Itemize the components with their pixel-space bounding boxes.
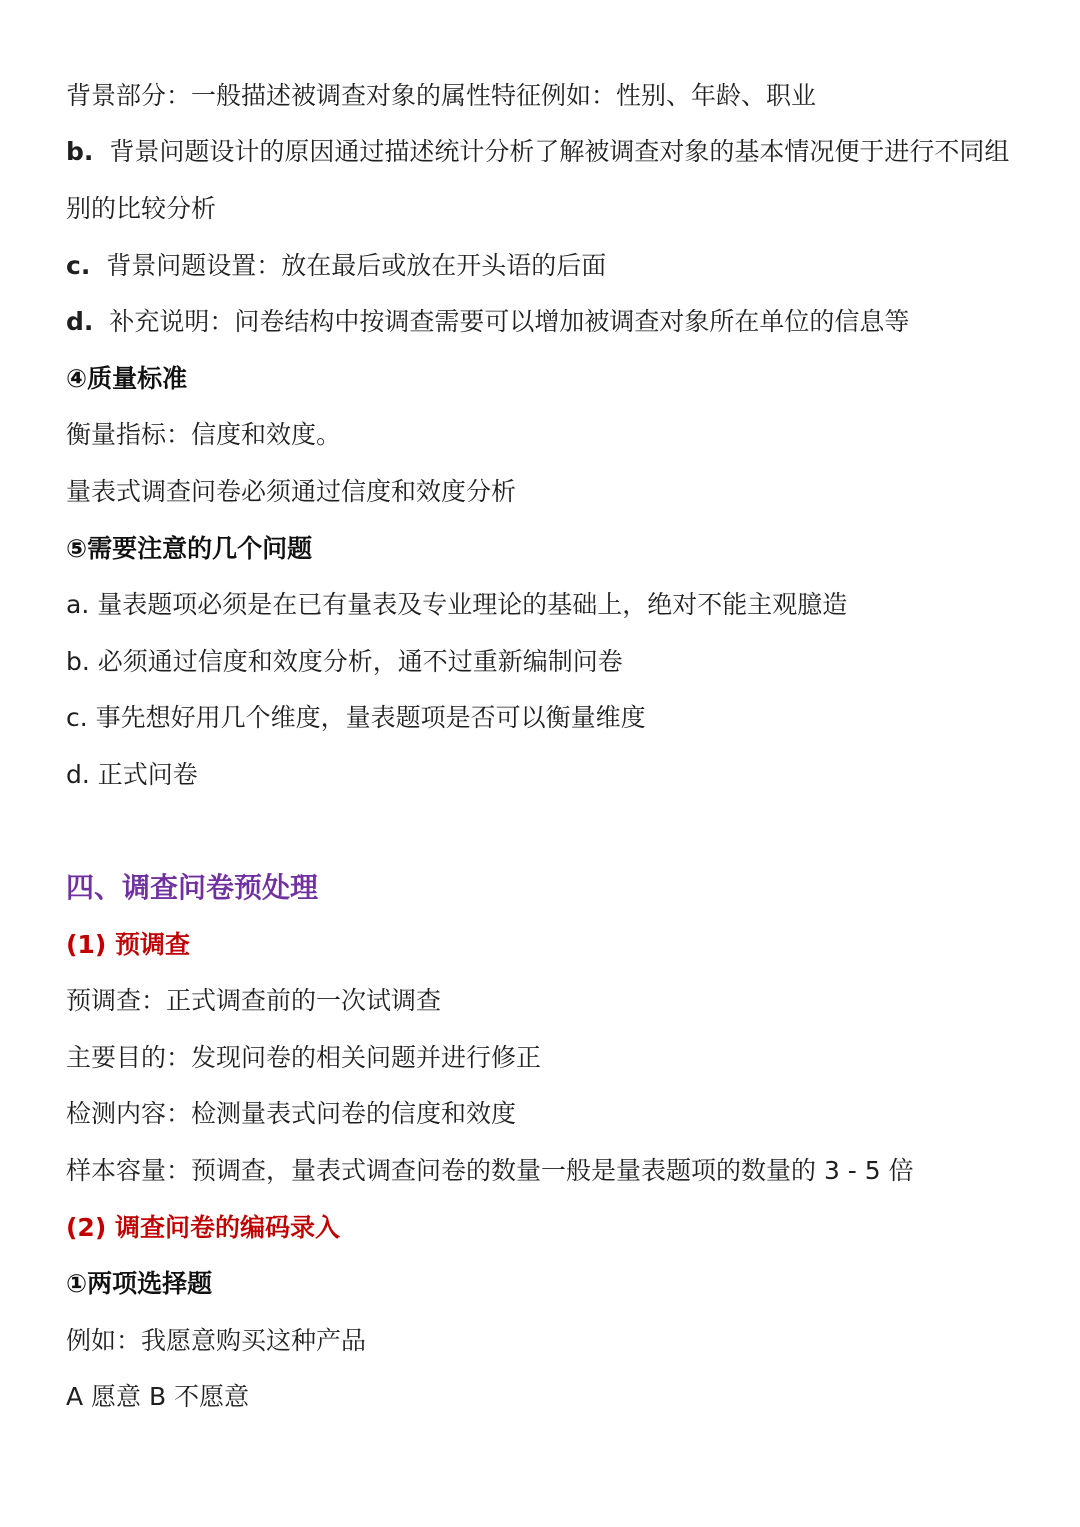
text-line-detection: 检测内容：检测量表式问卷的信度和效度: [66, 1099, 517, 1128]
subheading-coding-entry: (2) 调查问卷的编码录入: [66, 1213, 340, 1242]
section-heading-preprocessing: 四、调查问卷预处理: [66, 871, 319, 904]
text-line-main-purpose: 主要目的：发现问卷的相关问题并进行修正: [66, 1043, 542, 1072]
heading-notes: ⑤需要注意的几个问题: [66, 534, 313, 563]
text-line-example: 例如：我愿意购买这种产品: [66, 1326, 367, 1355]
text-line-background: 背景部分：一般描述被调查对象的属性特征例如：性别、年龄、职业: [66, 81, 817, 110]
text-line-b: [66, 123, 1026, 237]
list-marker-b: b.: [66, 137, 94, 166]
list-text-d: 补充说明：问卷结构中按调查需要可以增加被调查对象所在单位的信息等: [109, 307, 910, 336]
text-line-note-d: d. 正式问卷: [66, 760, 198, 789]
list-marker-c: c.: [66, 251, 91, 280]
text-line-sample-size: 样本容量：预调查，量表式调查问卷的数量一般是量表题项的数量的 3 - 5 倍: [66, 1156, 914, 1185]
list-text-c: 背景问题设置：放在最后或放在开头语的后面: [106, 251, 607, 280]
text-line-d: [66, 305, 909, 339]
list-marker-d: d.: [66, 307, 94, 336]
subheading-pretest: (1) 预调查: [66, 930, 190, 959]
heading-two-choice: ①两项选择题: [66, 1269, 213, 1298]
list-text-b: 背景问题设计的原因通过描述统计分析了解被调查对象的基本情况便于进行不同组别的比较分析: [66, 137, 1010, 223]
text-line-pretest-def: 预调查：正式调查前的一次试调查: [66, 986, 442, 1015]
text-line-c: [66, 249, 606, 283]
text-line-note-c: c. 事先想好用几个维度，量表题项是否可以衡量维度: [66, 703, 646, 732]
text-line-metrics: 衡量指标：信度和效度。: [66, 420, 342, 449]
text-line-note-b: b. 必须通过信度和效度分析，通不过重新编制问卷: [66, 647, 623, 676]
text-line-scale-questionnaire: 量表式调查问卷必须通过信度和效度分析: [66, 477, 517, 506]
heading-quality-standard: ④质量标准: [66, 364, 188, 393]
text-line-note-a: a. 量表题项必须是在已有量表及专业理论的基础上，绝对不能主观臆造: [66, 590, 848, 619]
text-line-options: A 愿意 B 不愿意: [66, 1382, 250, 1411]
